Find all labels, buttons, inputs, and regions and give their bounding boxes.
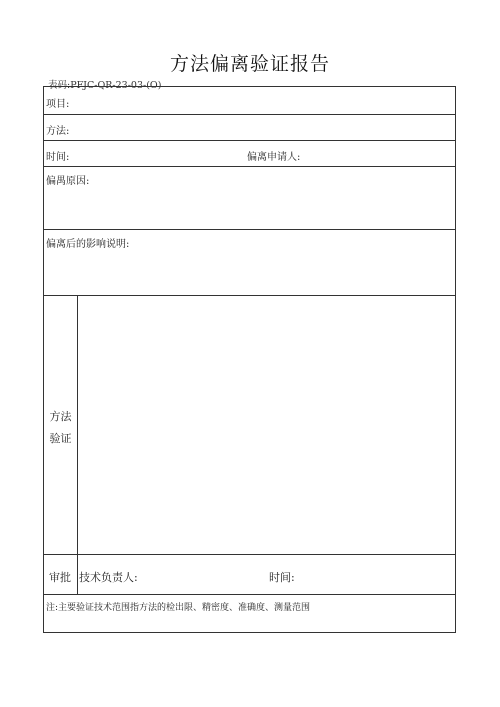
- page-title: 方法偏离验证报告: [169, 53, 330, 75]
- form-number: 表码:PFJC-QR-23-03-(O): [48, 80, 162, 91]
- method-label: 方法:: [46, 126, 70, 137]
- time-applicant-row: [44, 141, 455, 167]
- approval-time-label: 时间:: [269, 571, 295, 584]
- project-row: [44, 87, 455, 115]
- verification-label-line1: 方法: [49, 410, 72, 423]
- applicant-label: 偏离申请人:: [247, 152, 301, 163]
- tech-lead-label: 技术负责人:: [79, 571, 138, 584]
- verification-divider: [77, 296, 78, 554]
- approval-row: [44, 555, 455, 595]
- verification-label: [44, 406, 77, 450]
- report-form-table: [43, 86, 456, 633]
- reason-label: 偏禺原因:: [46, 176, 90, 187]
- time-label: 时间:: [46, 152, 70, 163]
- method-row: [44, 115, 455, 141]
- verification-label-line2: 验证: [49, 432, 72, 445]
- approval-label: 审批: [49, 571, 71, 584]
- impact-label: 偏离后的影响说明:: [46, 239, 130, 250]
- impact-row: [44, 230, 455, 296]
- reason-row: [44, 167, 455, 230]
- note-text: 注:主要验证技术范围指方法的检出限、精密度、准确度、测量范围: [46, 603, 311, 613]
- project-label: 项目:: [46, 99, 70, 110]
- note-row: [44, 595, 455, 632]
- verification-row: [44, 296, 455, 555]
- approval-divider: [77, 555, 78, 594]
